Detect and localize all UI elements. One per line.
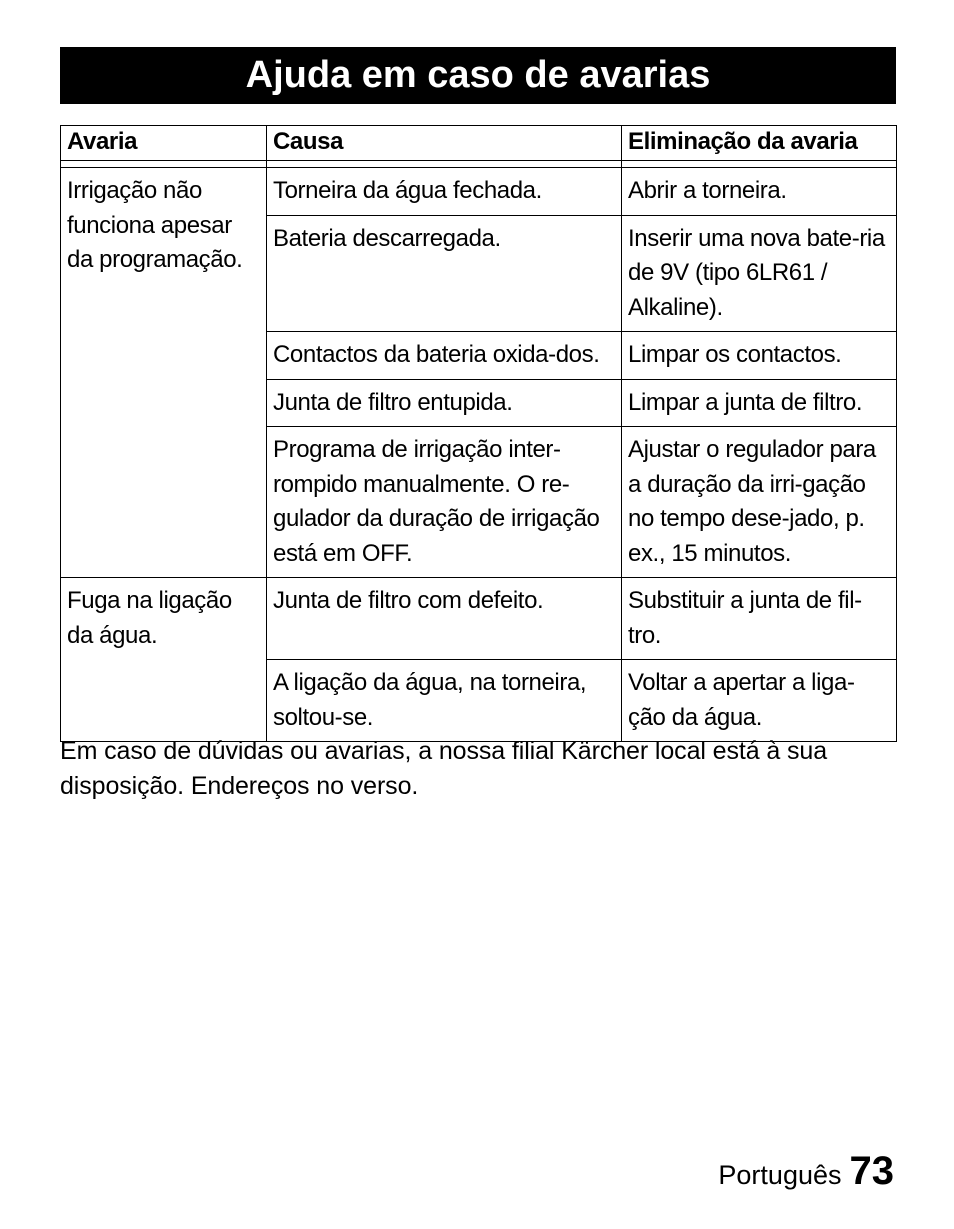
cause-cell: Torneira da água fechada. xyxy=(267,168,622,216)
table-row xyxy=(61,168,897,216)
spacer-cell xyxy=(622,161,897,168)
cause-cell: A ligação da água, na torneira, soltou-se. xyxy=(267,660,622,742)
page-title: Ajuda em caso de avarias xyxy=(60,47,896,104)
remedy-cell: Ajustar o regulador para a duração da irri-gação no tempo dese-jado, p. ex., 15 minutos. xyxy=(622,427,897,578)
page-footer xyxy=(718,1148,894,1198)
remedy-cell: Abrir a torneira. xyxy=(622,168,897,216)
cause-cell: Junta de filtro entupida. xyxy=(267,379,622,427)
fault-cell: Irrigação não funciona apesar da programação. xyxy=(61,168,267,578)
footer-language: Português xyxy=(718,1160,842,1190)
spacer-cell xyxy=(267,161,622,168)
header-spacer-row xyxy=(61,161,897,168)
cause-cell: Contactos da bateria oxida-dos. xyxy=(267,332,622,380)
remedy-cell: Limpar os contactos. xyxy=(622,332,897,380)
fault-cell: Fuga na ligação da água. xyxy=(61,578,267,742)
page-number: 73 xyxy=(849,1149,894,1193)
header-cause: Causa xyxy=(267,126,622,161)
remedy-cell: Limpar a junta de filtro. xyxy=(622,379,897,427)
remedy-cell: Voltar a apertar a liga-ção da água. xyxy=(622,660,897,742)
table-header-row xyxy=(61,126,897,161)
footnote: Em caso de dúvidas ou avarias, a nossa filial Kärcher local está à sua disposição. Endereços no verso. xyxy=(60,737,828,800)
table-row xyxy=(61,578,897,660)
remedy-cell: Substituir a junta de fil-tro. xyxy=(622,578,897,660)
cause-cell: Junta de filtro com defeito. xyxy=(267,578,622,660)
header-remedy: Eliminação da avaria xyxy=(622,126,897,161)
troubleshooting-table xyxy=(60,125,897,742)
cause-cell: Programa de irrigação inter-rompido manualmente. O re-gulador da duração de irrigação está em OFF. xyxy=(267,427,622,578)
spacer-cell xyxy=(61,161,267,168)
cause-cell: Bateria descarregada. xyxy=(267,215,622,332)
header-fault: Avaria xyxy=(61,126,267,161)
remedy-cell: Inserir uma nova bate-ria de 9V (tipo 6LR61 / Alkaline). xyxy=(622,215,897,332)
